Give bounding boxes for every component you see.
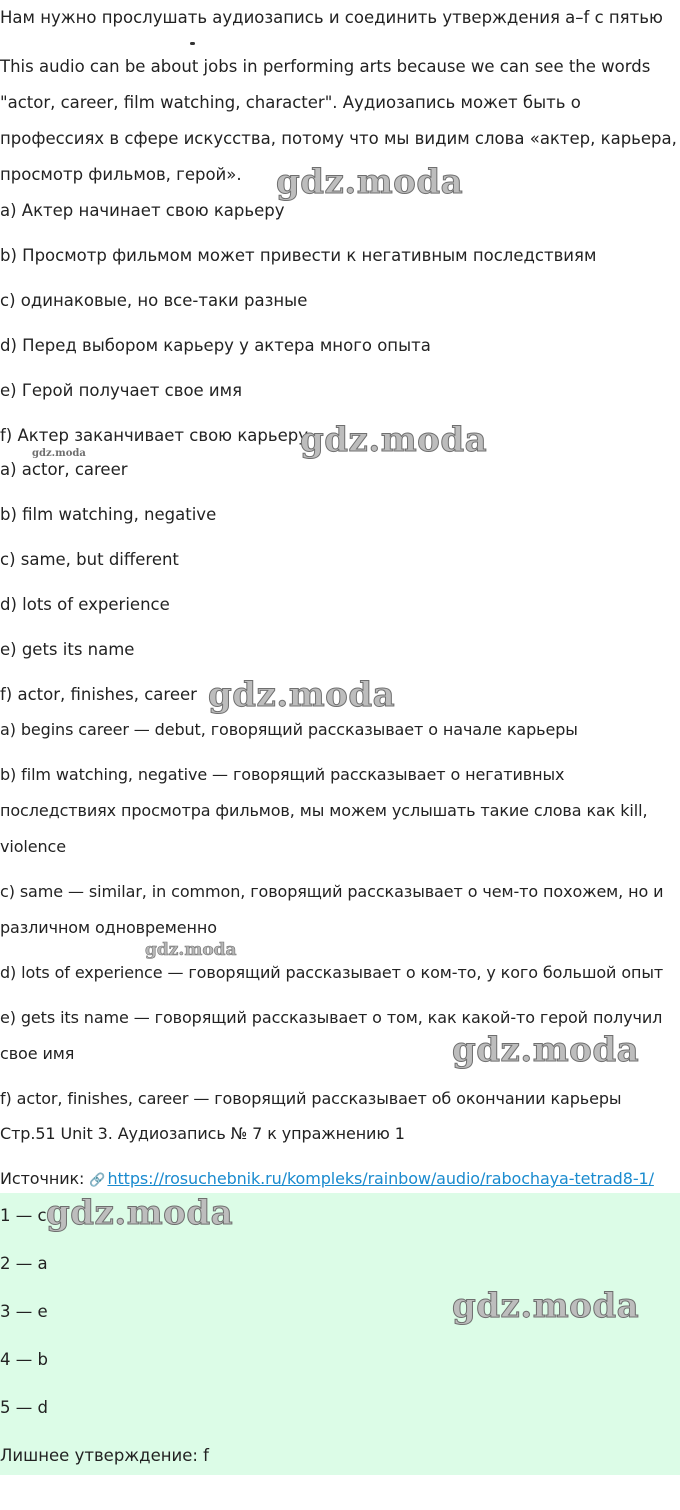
extra-statement: Лишнее утверждение: f <box>0 1446 209 1465</box>
keyword-line: b) film watching, negative <box>0 505 217 524</box>
watermark-logo: gdz.moda <box>145 940 237 960</box>
explanation-line: a) begins career — debut, говорящий рассказывает о начале карьеры <box>0 720 578 739</box>
source-label: Источник: <box>0 1169 85 1188</box>
explanation-line: f) actor, finishes, career — говорящий рассказывает об окончании карьеры <box>0 1089 622 1108</box>
ru-statement: c) одинаковые, но все-таки разные <box>0 291 308 310</box>
explanation-line: e) gets its name — говорящий рассказывает о том, как какой-то герой получил свое имя <box>0 1008 663 1063</box>
ru-statement: d) Перед выбором карьеру у актера много опыта <box>0 336 431 355</box>
keyword-line: e) gets its name <box>0 640 135 659</box>
answer-item: 1 — c <box>0 1206 47 1225</box>
intro-text: Нам нужно прослушать аудиозапись и соединить утверждения a–f с пятью <box>0 8 663 27</box>
watermark-logo: gdz.moda <box>300 420 488 460</box>
stray-mark <box>190 42 195 45</box>
watermark-logo: gdz.moda <box>46 1193 234 1233</box>
keyword-line: d) lots of experience <box>0 595 170 614</box>
explanation-line: c) same — similar, in common, говорящий рассказывает о чем-то похожем, но и различном одновременно <box>0 882 664 937</box>
keyword-line: f) actor, finishes, career <box>0 685 197 704</box>
explanation-line: b) film watching, negative — говорящий рассказывает о негативных последствиях просмотра фильмов, мы можем услышать такие слова как kill, violence <box>0 765 648 856</box>
keyword-line: c) same, but different <box>0 550 179 569</box>
link-icon: 🔗 <box>89 1173 106 1188</box>
answer-item: 5 — d <box>0 1398 48 1417</box>
source-link[interactable]: https://rosuchebnik.ru/kompleks/rainbow/audio/rabochaya-tetrad8-1/ <box>107 1169 654 1188</box>
audio-heading: Стр.51 Unit 3. Аудиозапись № 7 к упражнению 1 <box>0 1124 405 1143</box>
watermark-logo: gdz.moda <box>276 162 464 202</box>
ru-statement: a) Актер начинает свою карьеру <box>0 201 285 220</box>
answer-item: 4 — b <box>0 1350 48 1369</box>
watermark-logo: gdz.moda <box>452 1286 640 1326</box>
keyword-line: a) actor, career <box>0 460 128 479</box>
ru-statement: b) Просмотр фильмом может привести к негативным последствиям <box>0 246 597 265</box>
explanation-line: d) lots of experience — говорящий рассказывает о ком-то, у кого большой опыт <box>0 963 664 982</box>
answer-item: 2 — a <box>0 1254 48 1273</box>
answer-item: 3 — e <box>0 1302 48 1321</box>
answers-panel <box>0 1193 680 1475</box>
ru-statement: e) Герой получает свое имя <box>0 381 243 400</box>
watermark-logo: gdz.moda <box>208 675 396 715</box>
watermark-logo: gdz.moda <box>32 448 86 459</box>
ru-statement: f) Актер заканчивает свою карьеру <box>0 426 308 445</box>
watermark-logo: gdz.moda <box>452 1030 640 1070</box>
prediction-text: This audio can be about jobs in performing arts because we can see the words "actor, career, film watching, character". Аудиозапись может быть о профессиях в сфере искусства, потому что мы видим слова «актер, карьера, просмотр фильмов, герой». <box>0 57 677 184</box>
